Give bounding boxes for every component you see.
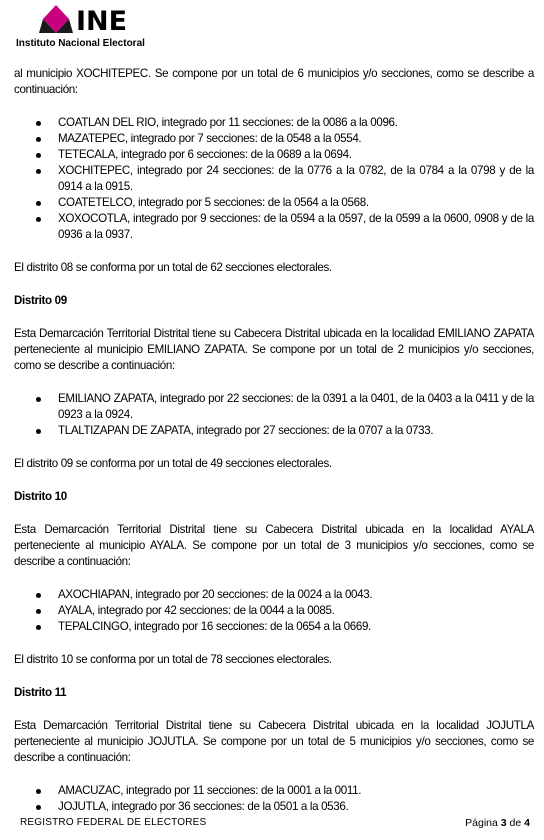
district-09-list xyxy=(14,391,534,439)
district-09-heading: Distrito 09 xyxy=(14,294,67,307)
footer-label: REGISTRO FEDERAL DE ELECTORES xyxy=(20,817,207,828)
document-body xyxy=(14,66,534,815)
district-10-description: Esta Demarcación Territorial Distrital tiene su Cabecera Distrital ubicada en la localidad AYALA perteneciente al municipio AYALA. Se compone por un total de 3 municipios y/o secciones, como se describe a continuación: xyxy=(14,523,534,568)
page-current: 3 xyxy=(500,817,507,829)
list-item: TLALTIZAPAN DE ZAPATA, integrado por 27 secciones: de la 0707 a la 0733. xyxy=(14,423,534,439)
logo-text: INE xyxy=(76,6,128,37)
list-item: XOCHITEPEC, integrado por 24 secciones: de la 0776 a la 0782, de la 0784 a la 0798 y de la 0914 a la 0915. xyxy=(14,163,534,195)
list-item: XOXOCOTLA, integrado por 9 secciones: de la 0594 a la 0597, de la 0599 a la 0600, 0908 y de la 0936 a la 0937. xyxy=(14,211,534,243)
header xyxy=(14,4,214,54)
district-10-total: El distrito 10 se conforma por un total de 78 secciones electorales. xyxy=(14,653,332,666)
page-word: Página xyxy=(465,817,498,829)
list-item: MAZATEPEC, integrado por 7 secciones: de la 0548 a la 0554. xyxy=(14,131,534,147)
district-11-description: Esta Demarcación Territorial Distrital tiene su Cabecera Distrital ubicada en la localidad JOJUTLA perteneciente al municipio JOJUTLA. Se compone por un total de 5 municipios y/o secciones, como se describe a continuación: xyxy=(14,719,534,764)
list-item: AXOCHIAPAN, integrado por 20 secciones: de la 0024 a la 0043. xyxy=(14,587,534,603)
page-number xyxy=(465,817,530,829)
list-item: COATETELCO, integrado por 5 secciones: de la 0564 a la 0568. xyxy=(14,195,534,211)
district-08-total: El distrito 08 se conforma por un total de 62 secciones electorales. xyxy=(14,261,332,274)
district-10-list xyxy=(14,587,534,635)
list-item: TETECALA, integrado por 6 secciones: de la 0689 a la 0694. xyxy=(14,147,534,163)
district-09-total: El distrito 09 se conforma por un total de 49 secciones electorales. xyxy=(14,457,332,470)
ine-logo-icon xyxy=(36,4,76,36)
logo-subtitle: Instituto Nacional Electoral xyxy=(16,38,145,49)
list-item: AMACUZAC, integrado por 11 secciones: de la 0001 a la 0011. xyxy=(14,783,534,799)
district-10-heading: Distrito 10 xyxy=(14,490,67,503)
intro-paragraph: al municipio XOCHITEPEC. Se compone por un total de 6 municipios y/o secciones, como se describe a continuación: xyxy=(14,67,534,96)
list-item: TEPALCINGO, integrado por 16 secciones: de la 0654 a la 0669. xyxy=(14,619,534,635)
list-item: AYALA, integrado por 42 secciones: de la 0044 a la 0085. xyxy=(14,603,534,619)
page-of: de xyxy=(509,817,522,829)
list-item: JOJUTLA, integrado por 36 secciones: de la 0501 a la 0536. xyxy=(14,799,534,815)
district-08-list xyxy=(14,115,534,243)
district-09-description: Esta Demarcación Territorial Distrital tiene su Cabecera Distrital ubicada en la localidad EMILIANO ZAPATA perteneciente al municipio EMILIANO ZAPATA. Se compone por un total de 2 municipios y/o secciones, como se describe a continuación: xyxy=(14,327,534,372)
district-11-list xyxy=(14,783,534,815)
page-total: 4 xyxy=(524,817,530,829)
district-11-heading: Distrito 11 xyxy=(14,686,67,699)
list-item: EMILIANO ZAPATA, integrado por 22 secciones: de la 0391 a la 0401, de la 0403 a la 0411 y de la 0923 a la 0924. xyxy=(14,391,534,423)
list-item: COATLAN DEL RIO, integrado por 11 secciones: de la 0086 a la 0096. xyxy=(14,115,534,131)
